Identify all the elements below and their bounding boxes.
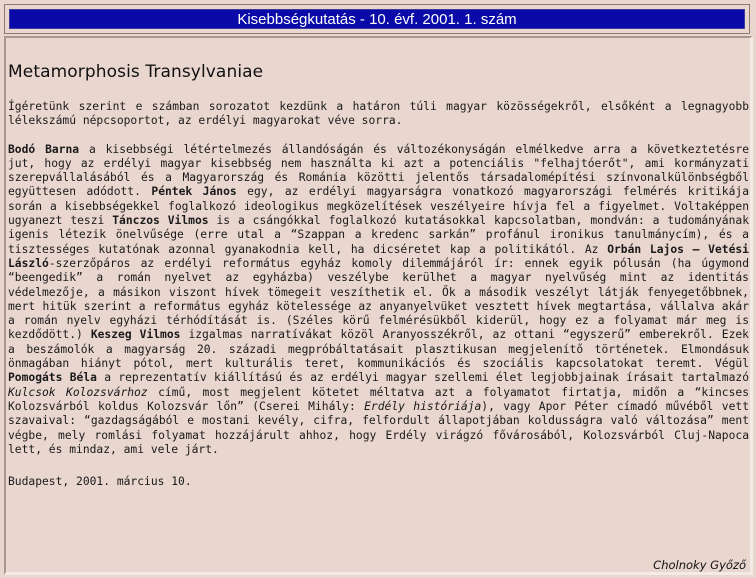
body-paragraph (8, 143, 749, 458)
body-text: a kisebbségi létértelmezés állandóságán és változékonyságán elmélkedve arra a következtetésre jut, hogy az erdélyi magyar kisebbség nem használta ki azt a potenciális "felhajtóerőt", ami kormányzati szerepvállalásából és a Magyarország és Románia közötti jelentős társadalomépítési színvonalkülönbségből együttesen adódott. (8, 142, 749, 199)
author-bodo-barna: Bodó Barna (8, 142, 80, 156)
author-pentek-janos: Péntek János (151, 185, 237, 199)
body-text: is a csángókkal foglalkozó kutatásokkal kapcsolatban, mondván: a tudományának igenis létezik önelvűsége (erre utal a “Szappan a kredenc sarkán” profánul ironikus tanulmánycím), és a tisztességes kutatónak azonnal gyanakodnia kell, ha dicséretet kap a politikától. Az (8, 214, 749, 256)
author-keszeg-vilmos: Keszeg Vilmos (90, 328, 181, 342)
journal-header-title: Kisebbségkutatás - 10. évf. 2001. 1. szám (9, 9, 745, 29)
author-orban-vetesi: Orbán Lajos – Vetési László (8, 242, 749, 270)
body-text: -szerzőpáros az erdélyi református egyház komoly dilemmájáról ír: ennek egyik pólusán (ha úgymond “beengedik” a román nyelvet az egyházba) veszélybe kerülhet a magyar nyelvűség mint az identitás védelmezője, a másikon viszont hívek tömegeit veszíthetik el. Ők a második veszélyt látják fenyegetőbbnek, mert hitük szerint a református egyház kötelessége az anyanyelvüket vesztett hívek megtartása, vállalva akár a román nyelv egyházi térhódítását is. (Széles körű felmérésükből kiderül, hogy ez a folyamat már meg is kezdődött.) (8, 256, 749, 342)
author-pomogats-bela: Pomogáts Béla (8, 371, 97, 385)
body-text: egy, az erdélyi magyarságra vonatkozó magyarországi felmérés kritikája során a kisebbségekkel foglalkozó ideologikus megközelítések veszélyeire hívja fel a figyelmet. Voltaképpen ugyanezt teszi (8, 185, 749, 228)
intro-paragraph: Ígéretünk szerint e számban sorozatot kezdünk a határon túli magyar közösségekről, elsőként a legnagyobb lélekszámú népcsoportot, az erdélyi magyarokat véve sorra. (8, 100, 749, 128)
author-signature: Cholnoky Győző (653, 558, 746, 572)
body-text: a reprezentatív kiállítású és az erdélyi magyar szellemi élet legjobbjainak írásait tartalmazó (96, 371, 750, 385)
book-title-kulcsok: Kulcsok Kolozsvárhoz (8, 385, 148, 399)
dateline: Budapest, 2001. március 10. (8, 475, 192, 489)
body-text: izgalmas narratívákat közöl Aranyosszékről, az ottani “egyszerű” emberekről. Ezek a beszámolók a magyarság 20. századi megpróbáltatásait plasztikusan megjelenítő történetek. Elmondásuk önmagában hiányt pótol, mert kulturális teret, kommunikációs és szociális kapcsolatokat teremt. Végül (8, 328, 749, 371)
article-title: Metamorphosis Transylvaniae (8, 62, 264, 82)
author-tanczos-vilmos: Tánczos Vilmos (112, 214, 209, 228)
book-title-erdely-historiaja: Erdély históriája (364, 399, 482, 413)
body-text: ), vagy Apor Péter címadó művéből vett szavaival: “gazdagságából e mostani kevély, cifra, felfordult állapotjában koldusságra való változása” ment végbe, mely romlási folyamat hozzájárult ahhoz, hogy Erdély virágzó fővárosából, Kolozsvárból Cluj-Napoca lett, és mindaz, ami vele járt. (8, 399, 749, 456)
header-bar (4, 4, 750, 34)
article-content (8, 38, 749, 503)
body-text: című, most megjelent kötetet méltatva azt a folyamatot firtatja, midőn a “kincses Kolozsvárból koldus Kolozsvár lőn” (Cserei Mihály: (8, 385, 749, 413)
